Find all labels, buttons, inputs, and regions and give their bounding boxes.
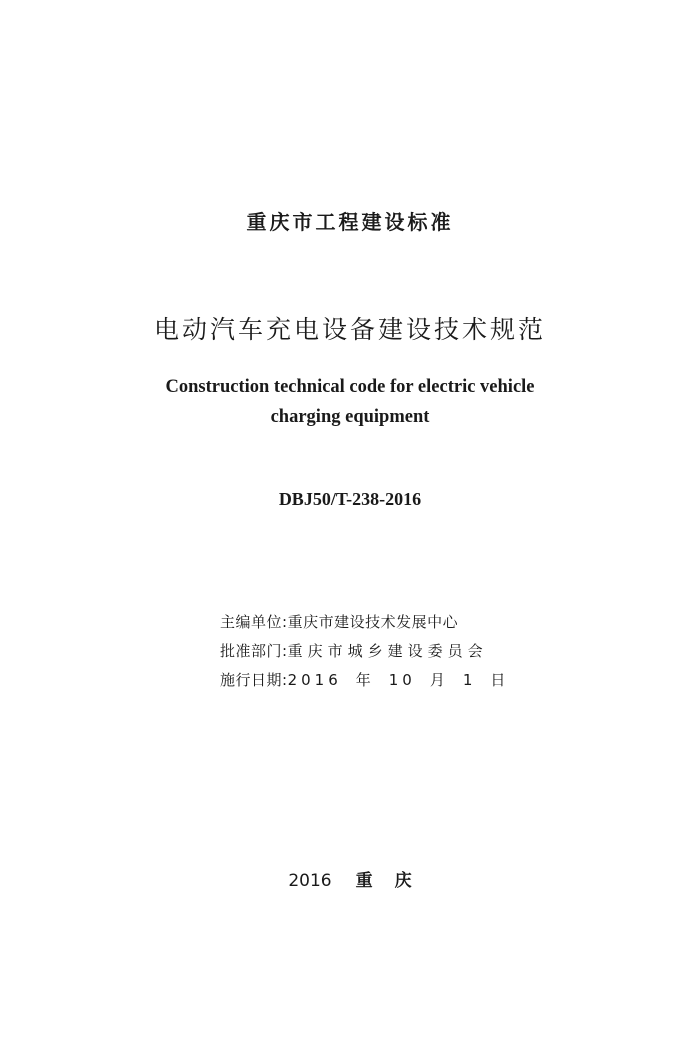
- approver-label: 批准部门:: [220, 642, 288, 660]
- document-title-chinese: 电动汽车充电设备建设技术规范: [153, 315, 546, 344]
- title-english-line-2: charging equipment: [270, 407, 430, 427]
- publication-info: [220, 608, 509, 695]
- publication-footer: [0, 866, 700, 891]
- document-title-english: [0, 372, 700, 432]
- date-label: 施行日期:: [220, 671, 288, 689]
- approver-row: [220, 637, 509, 666]
- title-english-line-1: Construction technical code for electric vehicle: [165, 377, 535, 397]
- effective-date-row: [220, 666, 509, 695]
- date-month: 10: [388, 671, 416, 689]
- footer-city-char-1: 重: [355, 871, 373, 891]
- standard-series-heading: 重庆市工程建设标准: [246, 210, 454, 234]
- editor-value: 重庆市建设技术发展中心: [287, 613, 459, 631]
- date-day-unit: 日: [490, 671, 510, 689]
- date-value: [288, 671, 510, 689]
- footer-year: 2016: [288, 871, 332, 891]
- date-year: 2016: [287, 671, 342, 689]
- date-day: 1: [462, 671, 477, 689]
- date-month-unit: 月: [429, 671, 449, 689]
- editor-label: 主编单位:: [220, 613, 288, 631]
- footer-city-char-2: 庆: [394, 871, 412, 891]
- approver-value: 重庆市城乡建设委员会: [287, 642, 488, 660]
- date-year-unit: 年: [355, 671, 375, 689]
- editor-row: [220, 608, 509, 637]
- standard-code: DBJ50/T-238-2016: [278, 489, 422, 509]
